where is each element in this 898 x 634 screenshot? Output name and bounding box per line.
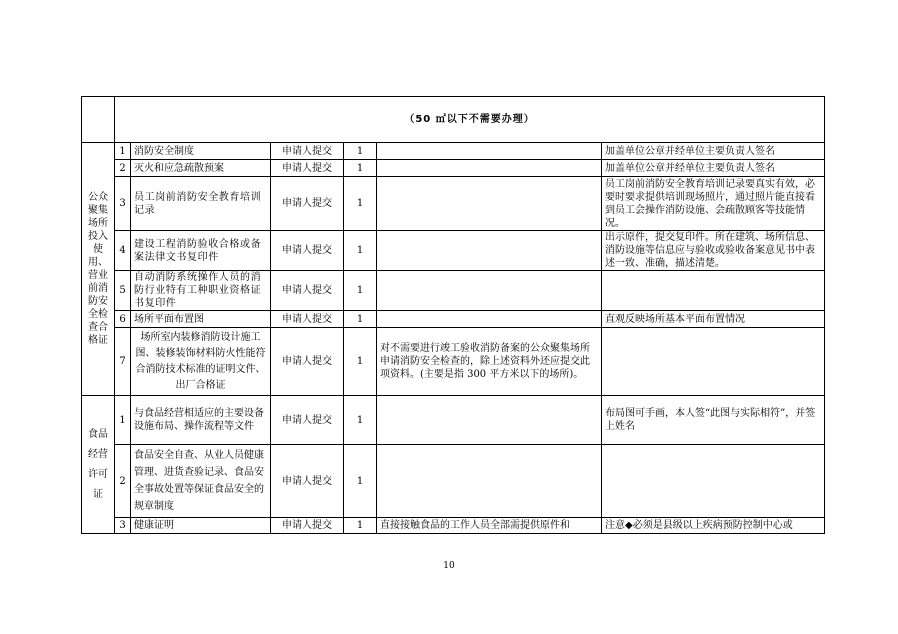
row-submitter: 申请人提交 <box>271 396 344 445</box>
row-item: 自动消防系统操作人员的消防行业特有工种职业资格证书复印件 <box>131 271 271 311</box>
table-row <box>82 396 825 445</box>
row-number: 2 <box>115 445 131 518</box>
row-item: 场所平面布置图 <box>131 311 271 328</box>
row-note: 加盖单位公章并经单位主要负责人签名 <box>602 143 825 160</box>
row-note: 直观反映场所基本平面布置情况 <box>602 311 825 328</box>
title-row <box>82 97 825 143</box>
row-number: 1 <box>115 396 131 445</box>
table-row <box>82 311 825 328</box>
table-row <box>82 445 825 518</box>
table-row <box>82 160 825 177</box>
table-row <box>82 518 825 534</box>
row-copies: 1 <box>344 396 377 445</box>
row-remark: 对不需要进行竣工验收消防备案的公众聚集场所申请消防安全检查的，除上述资料外还应提交此项资料。(主要是指 300 平方米以下的场所)。 <box>377 328 602 396</box>
requirements-table <box>81 96 825 534</box>
table-row <box>82 328 825 396</box>
row-item: 食品安全自查、从业人员健康管理、进货查验记录、食品安全事故处置等保证食品安全的规章制度 <box>131 445 271 518</box>
row-number: 3 <box>115 518 131 534</box>
row-remark <box>377 143 602 160</box>
row-number: 4 <box>115 231 131 271</box>
row-note <box>602 328 825 396</box>
row-copies: 1 <box>344 311 377 328</box>
row-submitter: 申请人提交 <box>271 328 344 396</box>
row-number: 7 <box>115 328 131 396</box>
row-note <box>602 271 825 311</box>
row-remark <box>377 445 602 518</box>
row-note: 员工岗前消防安全教育培训记录要真实有效，必要时要求提供培训现场照片，通过照片能直接看到员工会操作消防设施、会疏散顾客等技能情况。 <box>602 177 825 231</box>
section-label-fire-safety: 公众聚集场所投入使用、营业前消防安全检查合格证 <box>82 143 115 396</box>
row-copies: 1 <box>344 160 377 177</box>
row-copies: 1 <box>344 143 377 160</box>
row-item: 建设工程消防验收合格或备案法律文书复印件 <box>131 231 271 271</box>
row-remark <box>377 396 602 445</box>
table-row <box>82 231 825 271</box>
row-number: 6 <box>115 311 131 328</box>
row-item: 员工岗前消防安全教育培训记录 <box>131 177 271 231</box>
row-item: 灭火和应急疏散预案 <box>131 160 271 177</box>
row-remark <box>377 271 602 311</box>
row-copies: 1 <box>344 271 377 311</box>
row-note: 布局图可手画，本人签“此图与实际相符”，并签上姓名 <box>602 396 825 445</box>
title-left-cell <box>82 97 115 143</box>
row-remark <box>377 177 602 231</box>
row-submitter: 申请人提交 <box>271 311 344 328</box>
row-submitter: 申请人提交 <box>271 445 344 518</box>
row-submitter: 申请人提交 <box>271 518 344 534</box>
row-copies: 1 <box>344 328 377 396</box>
row-submitter: 申请人提交 <box>271 160 344 177</box>
row-remark: 直接接触食品的工作人员全部需提供原件和 <box>377 518 602 534</box>
row-item: 与食品经营相适应的主要设备设施布局、操作流程等文件 <box>131 396 271 445</box>
row-submitter: 申请人提交 <box>271 231 344 271</box>
row-note: 出示原件，提交复印件。所在建筑、场所信息、消防设施等信息应与验收或验收备案意见书中表述一致、准确，描述清楚。 <box>602 231 825 271</box>
row-copies: 1 <box>344 231 377 271</box>
row-number: 2 <box>115 160 131 177</box>
row-remark <box>377 160 602 177</box>
row-item: 消防安全制度 <box>131 143 271 160</box>
page-number: 10 <box>443 561 455 571</box>
table-row <box>82 271 825 311</box>
row-number: 1 <box>115 143 131 160</box>
row-note <box>602 445 825 518</box>
row-submitter: 申请人提交 <box>271 177 344 231</box>
row-copies: 1 <box>344 445 377 518</box>
row-copies: 1 <box>344 518 377 534</box>
row-item: 场所室内装修消防设计施工图、装修装饰材料防火性能符合消防技术标准的证明文件、出厂合格证 <box>131 328 271 396</box>
page-title: （50 ㎡以下不需要办理） <box>115 97 825 143</box>
row-remark <box>377 231 602 271</box>
section-label-food-license: 食品经营许可证 <box>82 396 115 534</box>
table-row <box>82 177 825 231</box>
row-remark <box>377 311 602 328</box>
row-copies: 1 <box>344 177 377 231</box>
row-submitter: 申请人提交 <box>271 271 344 311</box>
row-item: 健康证明 <box>131 518 271 534</box>
row-number: 5 <box>115 271 131 311</box>
row-note: 加盖单位公章并经单位主要负责人签名 <box>602 160 825 177</box>
row-note: 注意◆必须是县级以上疾病预防控制中心或 <box>602 518 825 534</box>
table-row <box>82 143 825 160</box>
row-submitter: 申请人提交 <box>271 143 344 160</box>
row-number: 3 <box>115 177 131 231</box>
